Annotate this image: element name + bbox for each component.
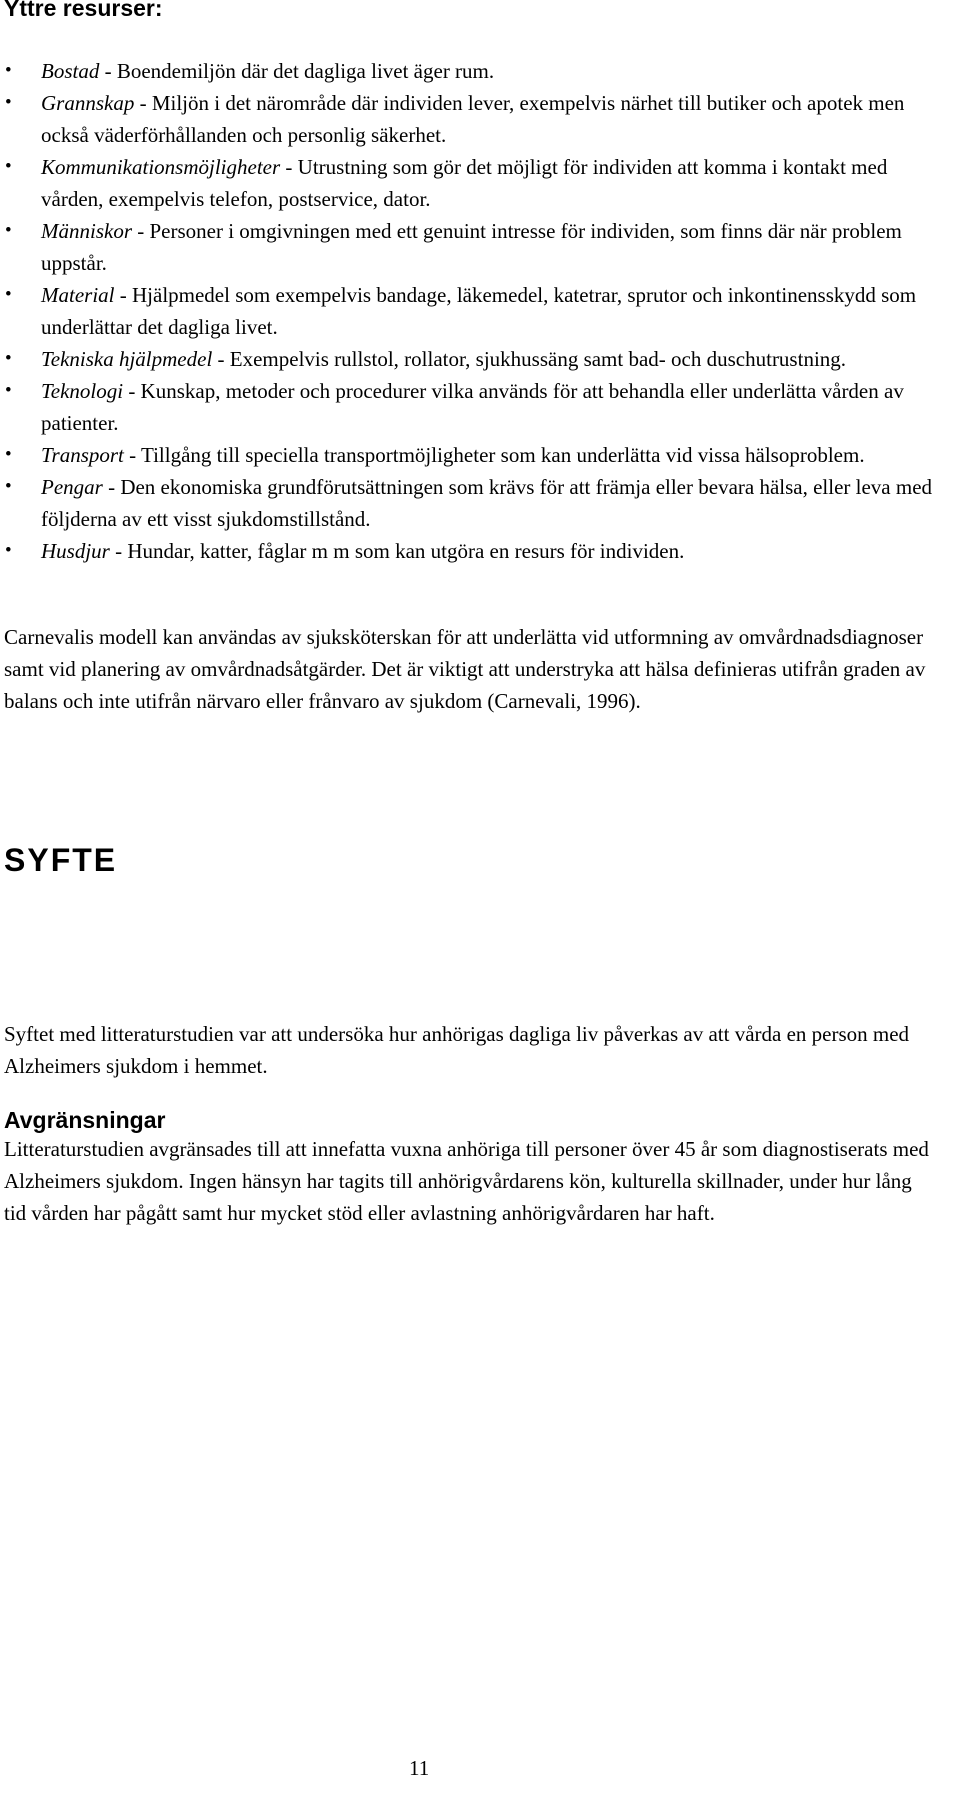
- section-heading-avgransningar: Avgränsningar: [4, 1107, 166, 1133]
- list-item: [4, 535, 934, 567]
- list-item: [4, 55, 934, 87]
- resource-term: Grannskap: [41, 91, 135, 115]
- resource-list: [4, 55, 934, 567]
- section-heading-syfte: SYFTE: [4, 842, 118, 878]
- resource-description: - Utrustning som gör det möjligt för individen att komma i kontakt med vården, exempelvis telefon, postservice, dator.: [41, 155, 888, 211]
- list-item: [4, 87, 934, 151]
- resource-term: Teknologi: [41, 379, 124, 403]
- page-number: 11: [409, 1756, 430, 1780]
- resource-term: Husdjur: [41, 539, 110, 563]
- resource-description: - Hundar, katter, fåglar m m som kan utgöra en resurs för individen.: [109, 539, 685, 563]
- bullet-icon: •: [5, 444, 12, 465]
- resource-description: - Boendemiljön där det dagliga livet äger rum.: [99, 59, 495, 83]
- resource-description: - Personer i omgivningen med ett genuint intresse för individen, som finns där när problem uppstår.: [41, 219, 902, 275]
- resource-description: - Hjälpmedel som exempelvis bandage, läkemedel, katetrar, sprutor och inkontinensskydd som underlättar det dagliga livet.: [41, 283, 917, 339]
- carnevalis-paragraph: Carnevalis modell kan användas av sjuksköterskan för att underlätta vid utformning av omvårdnadsdiagnoser samt vid planering av omvårdnadsåtgärder. Det är viktigt att understryka att hälsa definieras utifrån graden av balans och inte utifrån närvaro eller frånvaro av sjukdom (Carnevali, 1996).: [4, 625, 926, 713]
- list-item: [4, 343, 934, 375]
- bullet-icon: •: [5, 476, 12, 497]
- resource-description: - Den ekonomiska grundförutsättningen som krävs för att främja eller bevara hälsa, eller leva med följderna av ett visst sjukdomstillstånd.: [41, 475, 933, 531]
- resource-description: - Miljön i det närområde där individen lever, exempelvis närhet till butiker och apotek men också väderförhållanden och personlig säkerhet.: [41, 91, 905, 147]
- resource-term: Material: [41, 283, 115, 307]
- resource-term: Människor: [41, 219, 132, 243]
- bullet-icon: •: [5, 220, 12, 241]
- list-item: [4, 215, 934, 279]
- bullet-icon: •: [5, 156, 12, 177]
- bullet-icon: •: [5, 92, 12, 113]
- bullet-icon: •: [5, 284, 12, 305]
- resource-description: - Exempelvis rullstol, rollator, sjukhussäng samt bad- och duschutrustning.: [212, 347, 847, 371]
- bullet-icon: •: [5, 540, 12, 561]
- bullet-icon: •: [5, 60, 12, 81]
- bullet-icon: •: [5, 380, 12, 401]
- list-item: [4, 471, 934, 535]
- section-heading-yttre-resurser: Yttre resurser:: [4, 0, 163, 21]
- resource-term: Kommunikationsmöjligheter: [41, 155, 281, 179]
- list-item: [4, 375, 934, 439]
- list-item: [4, 151, 934, 215]
- resource-term: Transport: [41, 443, 124, 467]
- list-item: [4, 439, 934, 471]
- bullet-icon: •: [5, 348, 12, 369]
- list-item: [4, 279, 934, 343]
- resource-description: - Tillgång till speciella transportmöjligheter som kan underlätta vid vissa hälsoproblem.: [123, 443, 865, 467]
- avgransningar-paragraph: Litteraturstudien avgränsades till att innefatta vuxna anhöriga till personer över 45 år som diagnostiserats med Alzheimers sjukdom. Ingen hänsyn har tagits till anhörigvårdarens kön, kulturella skillnader, under hur lång tid vården har pågått samt hur mycket stöd eller avlastning anhörigvårdaren har haft.: [4, 1137, 929, 1225]
- syfte-paragraph: Syftet med litteraturstudien var att undersöka hur anhörigas dagliga liv påverkas av att vårda en person med Alzheimers sjukdom i hemmet.: [4, 1022, 910, 1078]
- resource-term: Pengar: [41, 475, 103, 499]
- resource-term: Bostad: [41, 59, 100, 83]
- resource-term: Tekniska hjälpmedel: [41, 347, 213, 371]
- resource-description: - Kunskap, metoder och procedurer vilka används för att behandla eller underlätta vården av patienter.: [41, 379, 904, 435]
